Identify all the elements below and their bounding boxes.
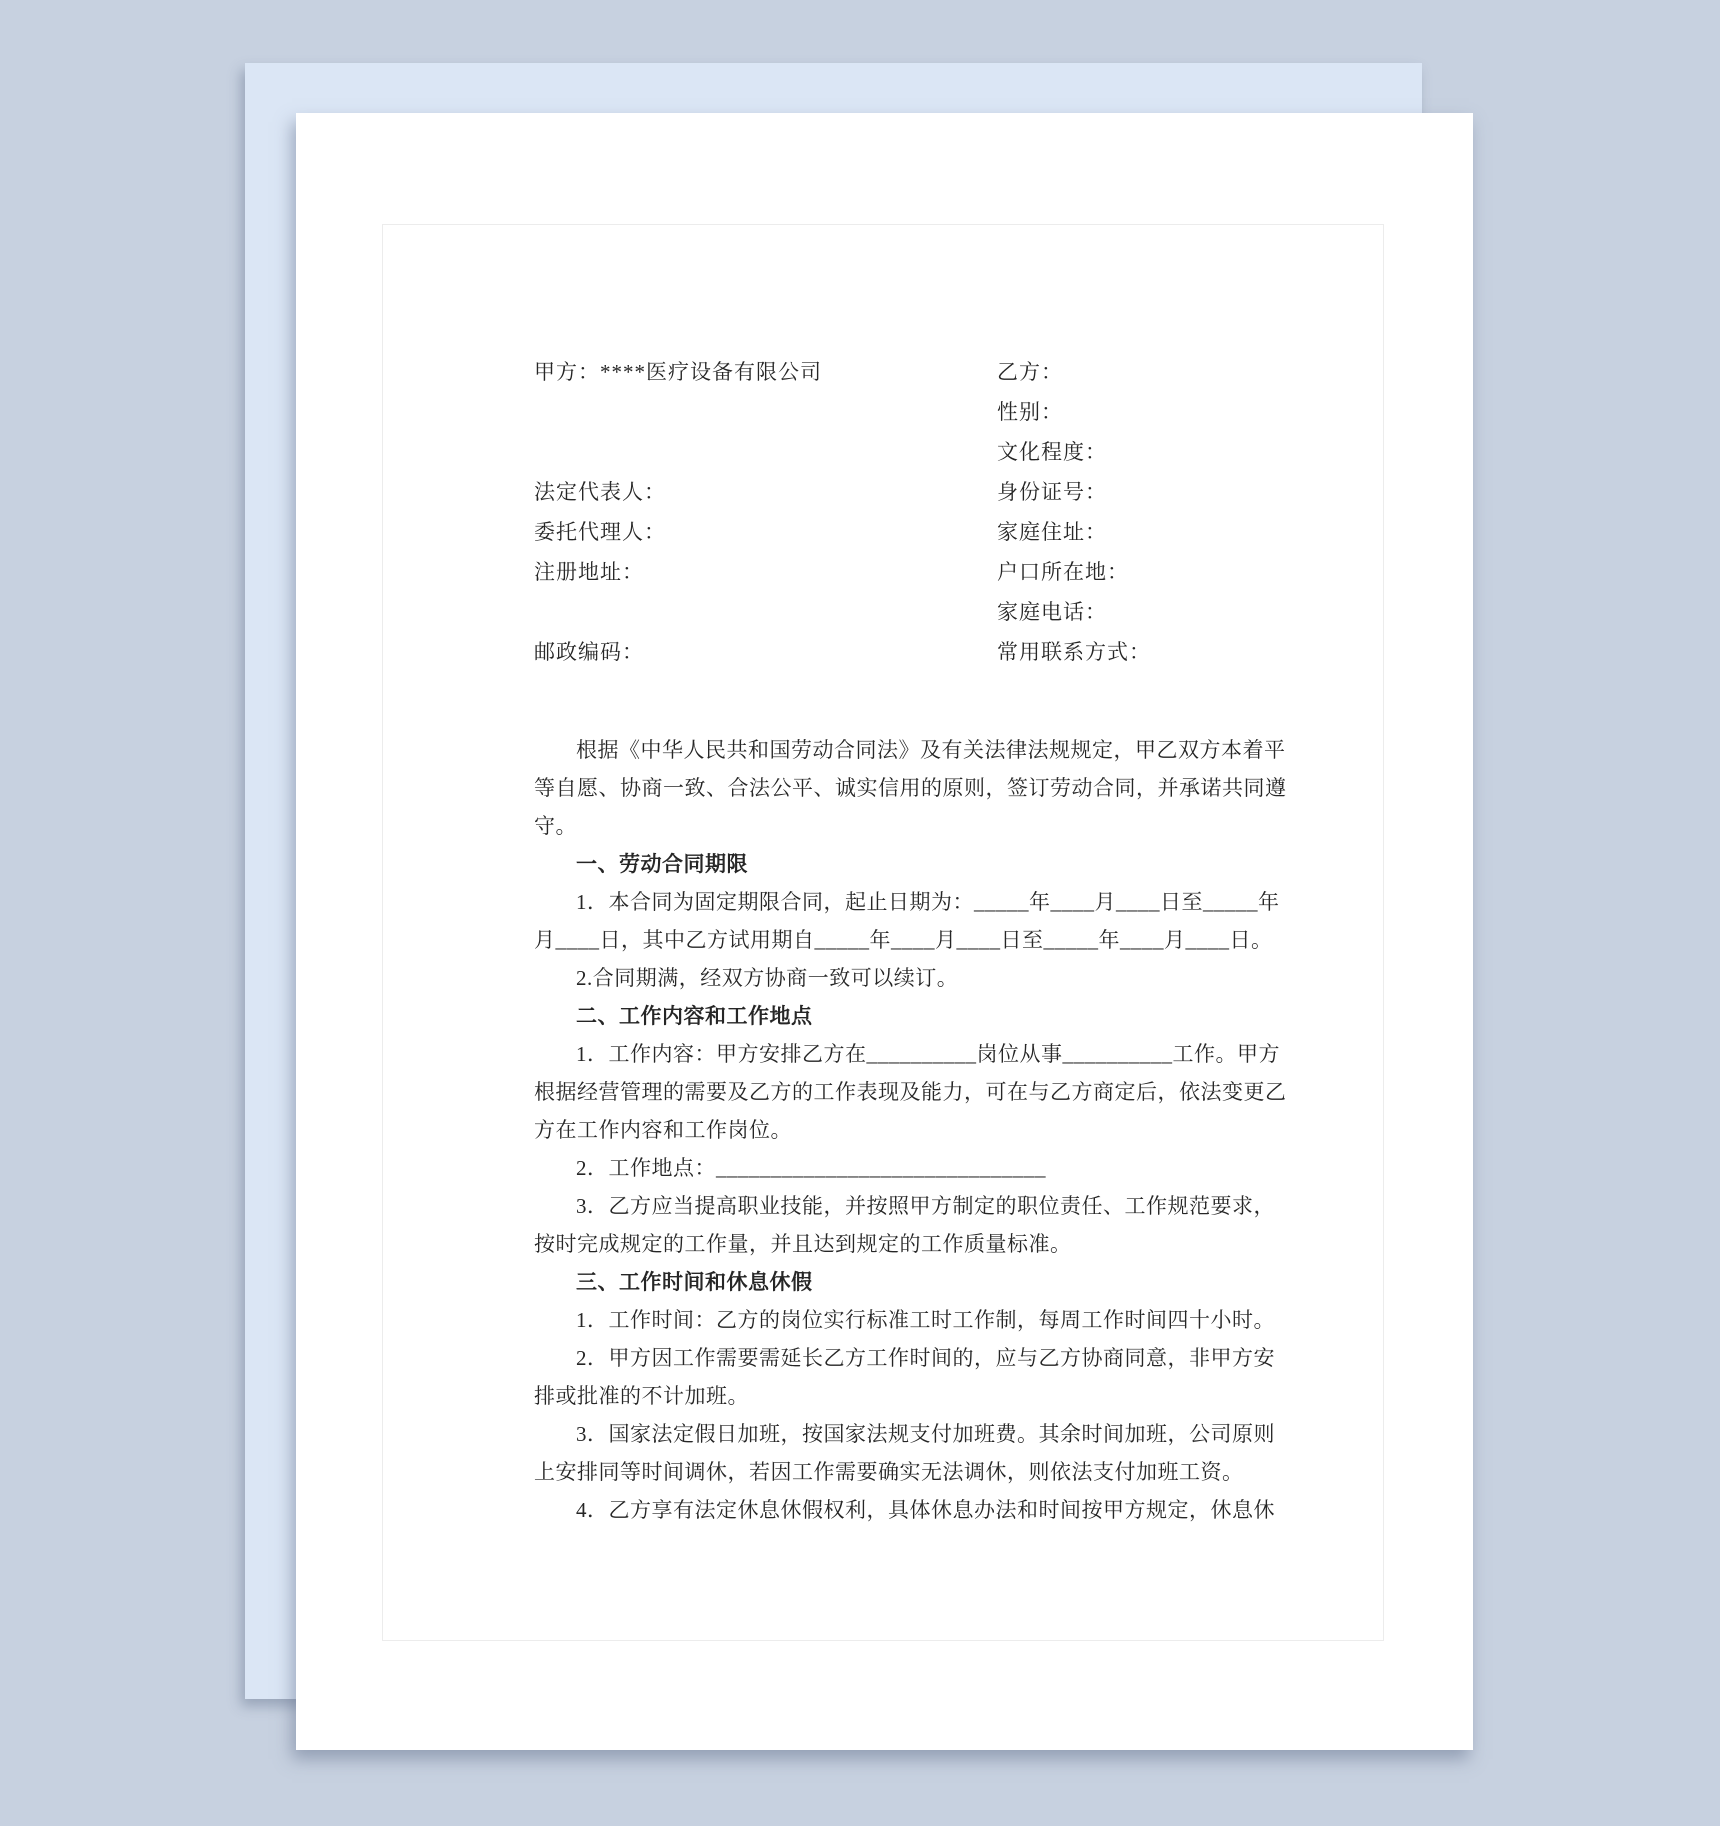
- party-a-field-label-0: 甲方：****医疗设备有限公司: [534, 360, 822, 384]
- party-b-field-label-3: 身份证号：: [997, 480, 1107, 504]
- party-b-field-label-4: 家庭住址：: [997, 520, 1107, 544]
- body-line: 1．工作时间：乙方的岗位实行标准工时工作制，每周工作时间四十小时。: [576, 1308, 1275, 1332]
- party-b-field-label-1: 性别：: [997, 400, 1063, 424]
- body-line: 2.合同期满，经双方协商一致可以续订。: [576, 966, 959, 990]
- body-line: 等自愿、协商一致、合法公平、诚实信用的原则，签订劳动合同，并承诺共同遵: [534, 776, 1287, 800]
- body-line: 排或批准的不计加班。: [534, 1384, 749, 1408]
- body-line: 2．甲方因工作需要需延长乙方工作时间的，应与乙方协商同意，非甲方安: [576, 1346, 1275, 1370]
- body-line: 4．乙方享有法定休息休假权利，具体休息办法和时间按甲方规定，休息休: [576, 1498, 1275, 1522]
- body-line: 上安排同等时间调休，若因工作需要确实无法调休，则依法支付加班工资。: [534, 1460, 1244, 1484]
- party-a-field-label-4: 邮政编码：: [534, 640, 644, 664]
- party-b-field-label-2: 文化程度：: [997, 440, 1107, 464]
- body-line: 月____日，其中乙方试用期自_____年____月____日至_____年____月____日。: [534, 928, 1273, 952]
- body-line: 3．乙方应当提高职业技能，并按照甲方制定的职位责任、工作规范要求，: [576, 1194, 1275, 1218]
- body-line: 守。: [534, 814, 577, 838]
- body-line: 2．工作地点：______________________________: [576, 1156, 1046, 1180]
- party-a-field-label-3: 注册地址：: [534, 560, 644, 584]
- body-line: 1．工作内容：甲方安排乙方在__________岗位从事__________工作。甲方: [576, 1042, 1280, 1066]
- party-b-field-label-5: 户口所在地：: [997, 560, 1129, 584]
- body-line: 3．国家法定假日加班，按国家法规支付加班费。其余时间加班，公司原则: [576, 1422, 1275, 1446]
- body-line: 根据《中华人民共和国劳动合同法》及有关法律法规规定，甲乙双方本着平: [576, 738, 1286, 762]
- body-line: 根据经营管理的需要及乙方的工作表现及能力，可在与乙方商定后，依法变更乙: [534, 1080, 1287, 1104]
- body-line: 1．本合同为固定期限合同，起止日期为：_____年____月____日至_____年: [576, 890, 1280, 914]
- contract-body: [534, 731, 1334, 1529]
- body-line: 按时完成规定的工作量，并且达到规定的工作质量标准。: [534, 1232, 1072, 1256]
- contract-parties-header: [534, 352, 1374, 682]
- party-b-field-label-6: 家庭电话：: [997, 600, 1107, 624]
- section-heading: 三、工作时间和休息休假: [576, 1270, 813, 1294]
- party-a-field-label-2: 委托代理人：: [534, 520, 666, 544]
- party-b-field-label-7: 常用联系方式：: [997, 640, 1151, 664]
- document-page: [296, 113, 1473, 1750]
- body-line: 方在工作内容和工作岗位。: [534, 1118, 792, 1142]
- section-heading: 二、工作内容和工作地点: [576, 1004, 813, 1028]
- party-a-field-label-1: 法定代表人：: [534, 480, 666, 504]
- section-heading: 一、劳动合同期限: [576, 852, 748, 876]
- party-b-field-label-0: 乙方：: [997, 360, 1063, 384]
